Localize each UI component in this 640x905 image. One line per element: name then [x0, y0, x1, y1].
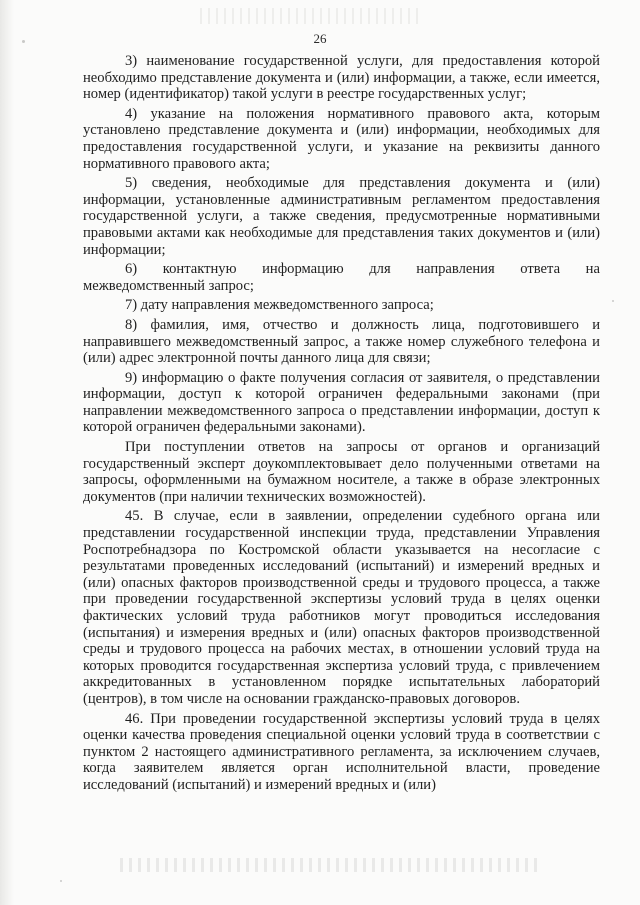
- document-body: [83, 53, 600, 794]
- item-6-word: для: [369, 261, 391, 278]
- page-number: 26: [313, 31, 327, 46]
- paragraph-item-3: 3) наименование государственной услуги, для предоставления которой необходимо представление документа и (или) информации, а также, если имеется, номер (идентификатор) такой услуги в реестре государственных услуг;: [83, 53, 600, 103]
- paragraph-item-5: 5) сведения, необходимые для представления документа и (или) информации, установленные административным регламентом предоставления государственной услуги, а также сведения, предусмотренные нормативными правовыми актами как необходимые для представления таких документов и (или) информации;: [83, 175, 600, 258]
- item-6-word: информацию: [262, 261, 344, 278]
- paragraph-45: 45. В случае, если в заявлении, определении судебного органа или представлении государственной инспекции труда, представлении Управления Роспотребнадзора по Костромской области указывается на несогласие с результатами проведенных исследований (испытаний) и измерений вредных и (или) опасных факторов производственной среды и трудового процесса, а также при проведении государственной экспертизы условий труда в целях оценки фактических условий труда работников могут проводиться исследования (испытания) и измерения вредных и (или) опасных факторов производственной среды и трудового процесса на рабочих местах, в отношении условий труда на которых проводится государственная экспертиза условий труда, с привлечением аккредитованных в установленном порядке испытательных лабораторий (центров), в том числе на основании гражданско-правовых договоров.: [83, 508, 600, 707]
- scan-edge-shadow: [0, 0, 14, 905]
- scan-speck: [60, 880, 62, 882]
- item-6-word: направления: [416, 261, 495, 278]
- paragraph-item-6: [83, 261, 600, 294]
- scan-header-noise: [200, 8, 420, 24]
- paragraph-item-9: 9) информацию о факте получения согласия от заявителя, о представлении информации, доступ к которой ограничен федеральными законами (при направлении межведомственного запроса о представлении информации, доступ к которой ограничен федеральными законами).: [83, 369, 600, 436]
- item-6-word: ответа: [520, 261, 561, 278]
- paragraph-item-4: 4) указание на положения нормативного правового акта, которым установлено представление документа и (или) информации, необходимых для предоставления государственной услуги, и указание на реквизиты данного нормативного правового акта;: [83, 105, 600, 172]
- paragraph-item-8: 8) фамилия, имя, отчество и должность лица, подготовившего и направившего межведомственный запрос, а также номер служебного телефона и (или) адрес электронной почты данного лица для связи;: [83, 316, 600, 367]
- scan-speck: [22, 40, 25, 43]
- paragraph-item-6-first-line: [83, 261, 600, 278]
- paragraph-item-7: 7) дату направления межведомственного запроса;: [125, 297, 434, 314]
- item-6-word: на: [585, 261, 600, 278]
- item-6-word: 6): [125, 261, 138, 278]
- scan-speck: [612, 300, 614, 302]
- paragraph-46: 46. При проведении государственной экспертизы условий труда в целях оценки качества проведения специальной оценки условий труда в соответствии с пунктом 2 настоящего административного регламента, за исключением случаев, когда заявителем является орган исполнительной власти, проведение исследований (испытаний) и измерений вредных и (или): [83, 710, 600, 793]
- scan-footer-noise: [120, 858, 540, 872]
- paragraph-item-6-continuation: межведомственный запрос;: [83, 277, 254, 294]
- paragraph-responses: При поступлении ответов на запросы от органов и организаций государственный эксперт доукомплектовывает дело полученными ответами на запросы, оформленными на бумажном носителе, а также в образе электронных документов (при наличии технических возможностей).: [83, 439, 600, 505]
- item-6-word: контактную: [162, 261, 237, 278]
